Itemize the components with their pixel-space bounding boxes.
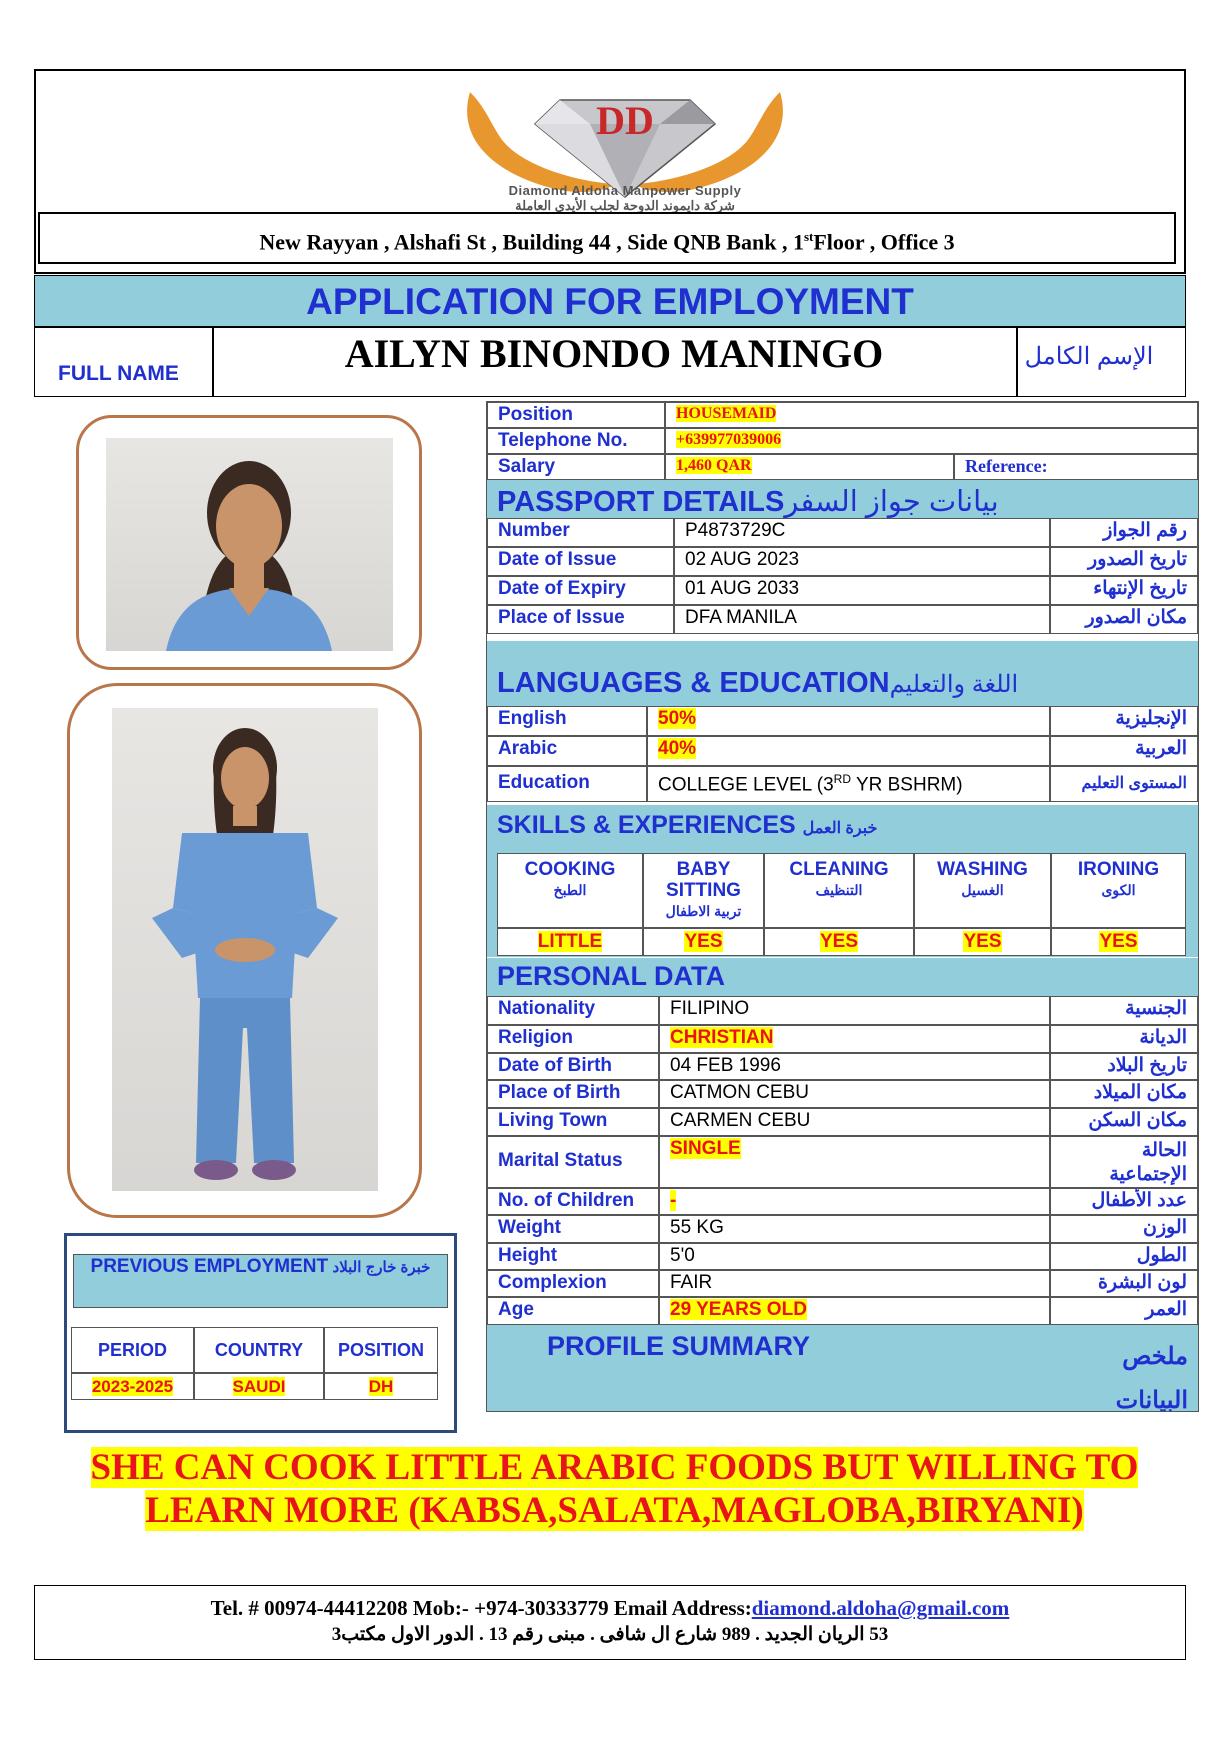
passport-expiry-value: 01 AUG 2033: [674, 576, 1050, 605]
education-value-sup: RD: [833, 772, 852, 786]
skills-title-ar: خبرة العمل: [802, 820, 878, 837]
height-label: Height: [487, 1243, 659, 1270]
date-of-birth-label: Date of Birth: [487, 1053, 659, 1080]
prev-header-country: COUNTRY: [194, 1327, 324, 1373]
skill-cooking-ar: الطبخ: [553, 881, 587, 898]
position-value-cell: [665, 402, 1198, 428]
personal-title: PERSONAL DATA: [497, 961, 726, 991]
skill-cleaning-label: CLEANING: [789, 859, 889, 880]
complexion-value: FAIR: [670, 1272, 713, 1293]
prev-position-cell: [324, 1373, 438, 1400]
education-value: COLLEGE LEVEL (3: [658, 774, 834, 796]
skill-ironing-ar: الكوى: [1101, 881, 1136, 898]
summary-text: SHE CAN COOK LITTLE ARABIC FOODS BUT WILLING TO LEARN MORE (KABSA,SALATA,MAGLOBA,BIRYANI): [90, 1447, 1139, 1531]
weight-value-cell: [659, 1215, 1050, 1243]
passport-title: PASSPORT DETAILS: [497, 486, 785, 518]
languages-title: LANGUAGES & EDUCATION: [497, 667, 890, 699]
prev-period-cell: [71, 1373, 194, 1400]
arabic-value: 40%: [658, 738, 697, 759]
nationality-ar: الجنسية: [1050, 996, 1198, 1025]
nationality-value: FILIPINO: [670, 998, 750, 1019]
skills-title: SKILLS & EXPERIENCES: [497, 811, 796, 839]
prev-header-period: PERIOD: [71, 1327, 194, 1373]
position-value: HOUSEMAID: [676, 405, 777, 422]
religion-ar: الديانة: [1050, 1025, 1198, 1053]
height-value: 5'0: [670, 1245, 695, 1266]
salary-label: Salary: [487, 454, 665, 480]
skill-cleaning-value-cell: [764, 928, 914, 956]
place-of-birth-value-cell: [659, 1080, 1050, 1108]
passport-section-header: [487, 480, 1198, 518]
svg-text:DD: DD: [596, 98, 654, 143]
english-value: 50%: [658, 708, 697, 729]
passport-issue-value: 02 AUG 2023: [674, 547, 1050, 576]
date-of-birth-value-cell: [659, 1053, 1050, 1080]
place-of-birth-ar: مكان الميلاد: [1050, 1080, 1198, 1108]
passport-issue-ar: تاريخ الصدور: [1050, 547, 1198, 576]
skill-cleaning-value: YES: [819, 931, 859, 952]
no-of-children-value: -: [670, 1190, 677, 1211]
prev-position: DH: [368, 1377, 394, 1396]
summary-statement: [70, 1446, 1159, 1532]
telephone-label: Telephone No.: [487, 428, 665, 454]
previous-employment-title-ar: خبرة خارج البلاد: [332, 1259, 431, 1276]
skills-section-header: [487, 805, 1198, 851]
languages-section-header: [487, 641, 1198, 706]
skill-babysitting-value: YES: [684, 931, 723, 952]
telephone-value: +639977039006: [676, 431, 782, 448]
passport-number-value: P4873729C: [674, 518, 1050, 547]
living-town-value-cell: [659, 1108, 1050, 1136]
skill-cleaning-header: [764, 853, 914, 928]
skill-babysitting-ar: تربية الاطفال: [665, 902, 742, 919]
weight-ar: الوزن: [1050, 1215, 1198, 1243]
address-end: Floor , Office 3: [813, 229, 955, 255]
skill-babysitting-value-cell: [643, 928, 764, 956]
education-value-end: YR BSHRM): [851, 774, 963, 796]
passport-title-ar: بيانات جواز السفر: [784, 486, 999, 518]
person-headshot-icon: [106, 438, 393, 651]
position-label: Position: [487, 402, 665, 428]
reference-label: Reference:: [954, 454, 1198, 480]
marital-status-value: SINGLE: [670, 1138, 741, 1159]
profile-summary-title: PROFILE SUMMARY: [547, 1331, 810, 1361]
skill-cooking-value-cell: [497, 928, 643, 956]
previous-employment-title: PREVIOUS EMPLOYMENT: [90, 1256, 329, 1277]
age-label: Age: [487, 1297, 659, 1325]
marital-status-value-cell: [659, 1136, 1050, 1188]
nationality-label: Nationality: [487, 996, 659, 1025]
fullbody-photo: [112, 708, 378, 1191]
weight-value: 55 KG: [670, 1217, 724, 1238]
education-ar: المستوى التعليم: [1050, 766, 1198, 802]
marital-status-ar: الحالة الإجتماعية: [1050, 1136, 1198, 1188]
previous-employment-header: [73, 1254, 448, 1308]
complexion-value-cell: [659, 1270, 1050, 1297]
headshot-photo: [106, 438, 393, 651]
salary-value-cell: [665, 454, 954, 480]
address-sup: st: [803, 229, 814, 244]
skill-babysitting-header: [643, 853, 764, 928]
religion-value: CHRISTIAN: [670, 1027, 774, 1048]
place-of-birth-label: Place of Birth: [487, 1080, 659, 1108]
passport-number-label: Number: [487, 518, 674, 547]
skill-ironing-value: YES: [1099, 931, 1138, 952]
arabic-value-cell: [647, 736, 1050, 766]
skill-washing-header: [914, 853, 1051, 928]
age-value: 29 YEARS OLD: [670, 1299, 807, 1320]
full-name-label: FULL NAME: [58, 362, 179, 385]
person-fullbody-icon: [112, 708, 378, 1191]
complexion-ar: لون البشرة: [1050, 1270, 1198, 1297]
skill-ironing-value-cell: [1051, 928, 1186, 956]
date-of-birth-ar: تاريخ البلاد: [1050, 1053, 1198, 1080]
english-value-cell: [647, 706, 1050, 736]
living-town-label: Living Town: [487, 1108, 659, 1136]
skill-ironing-header: [1051, 853, 1186, 928]
passport-issue-label: Date of Issue: [487, 547, 674, 576]
no-of-children-ar: عدد الأطفال: [1050, 1188, 1198, 1215]
english-label: English: [487, 706, 647, 736]
footer-email-link[interactable]: diamond.aldoha@gmail.com: [751, 1596, 1010, 1620]
languages-title-ar: اللغة والتعليم: [889, 671, 1019, 698]
nationality-value-cell: [659, 996, 1050, 1025]
no-of-children-value-cell: [659, 1188, 1050, 1215]
religion-label: Religion: [487, 1025, 659, 1053]
skill-cooking-label: COOKING: [524, 859, 616, 880]
skill-washing-value-cell: [914, 928, 1051, 956]
english-ar: الإنجليزية: [1050, 706, 1198, 736]
height-ar: الطول: [1050, 1243, 1198, 1270]
height-value-cell: [659, 1243, 1050, 1270]
personal-section-header: [487, 958, 1198, 996]
passport-place-value: DFA MANILA: [674, 605, 1050, 634]
skill-babysitting-label: BABY SITTING: [666, 859, 741, 901]
profile-summary-title-ar: ملخص البيانات: [1115, 1343, 1188, 1414]
passport-number-ar: رقم الجواز: [1050, 518, 1198, 547]
skill-washing-value: YES: [963, 931, 1002, 952]
living-town-ar: مكان السكن: [1050, 1108, 1198, 1136]
page-title: APPLICATION FOR EMPLOYMENT: [306, 281, 914, 322]
page-title-bar: [34, 275, 1186, 327]
age-value-cell: [659, 1297, 1050, 1325]
complexion-label: Complexion: [487, 1270, 659, 1297]
skill-washing-ar: الغسيل: [961, 881, 1004, 898]
footer-contact: Tel. # 00974-44412208 Mob:- +974-30333779 Email Address:: [210, 1596, 752, 1620]
marital-status-label: Marital Status: [487, 1136, 659, 1188]
skill-cooking-value: LITTLE: [537, 931, 603, 952]
passport-expiry-ar: تاريخ الإنتهاء: [1050, 576, 1198, 605]
passport-expiry-label: Date of Expiry: [487, 576, 674, 605]
address-text: New Rayyan , Alshafi St , Building 44 , Side QNB Bank , 1: [259, 229, 804, 255]
weight-label: Weight: [487, 1215, 659, 1243]
living-town-value: CARMEN CEBU: [670, 1110, 811, 1131]
religion-value-cell: [659, 1025, 1050, 1053]
address-box: [38, 212, 1176, 264]
education-value-cell: [647, 766, 1050, 802]
company-name-en: Diamond Aldoha Manpower Supply: [508, 183, 742, 198]
prev-period: 2023-2025: [91, 1377, 174, 1396]
date-of-birth-value: 04 FEB 1996: [670, 1055, 781, 1076]
age-ar: العمر: [1050, 1297, 1198, 1325]
footer-box: [34, 1585, 1186, 1660]
telephone-value-cell: [665, 428, 1198, 454]
arabic-ar: العربية: [1050, 736, 1198, 766]
arabic-label: Arabic: [487, 736, 647, 766]
full-name-value: AILYN BINONDO MANINGO: [344, 331, 884, 376]
passport-place-label: Place of Issue: [487, 605, 674, 634]
passport-place-ar: مكان الصدور: [1050, 605, 1198, 634]
company-name-ar: شركة دايموند الدوحة لجلب الأيدي العاملة: [515, 198, 735, 213]
skill-ironing-label: IRONING: [1077, 859, 1160, 880]
skill-washing-label: WASHING: [937, 859, 1028, 880]
full-name-label-ar: الإسم الكامل: [1024, 343, 1154, 370]
salary-value: 1,460 QAR: [676, 457, 752, 474]
prev-header-position: POSITION: [324, 1327, 438, 1373]
place-of-birth-value: CATMON CEBU: [670, 1082, 809, 1103]
footer-address-ar: 53 الريان الجديد . 989 شارع ال شافى . مبنى رقم 13 . الدور الاول مكتب3: [331, 1624, 889, 1645]
education-label: Education: [487, 766, 647, 802]
prev-country: SAUDI: [232, 1377, 286, 1396]
prev-country-cell: [194, 1373, 324, 1400]
profile-summary-header: [487, 1325, 1198, 1414]
no-of-children-label: No. of Children: [487, 1188, 659, 1215]
skill-cooking-header: [497, 853, 643, 928]
skill-cleaning-ar: التنظيف: [815, 881, 863, 898]
